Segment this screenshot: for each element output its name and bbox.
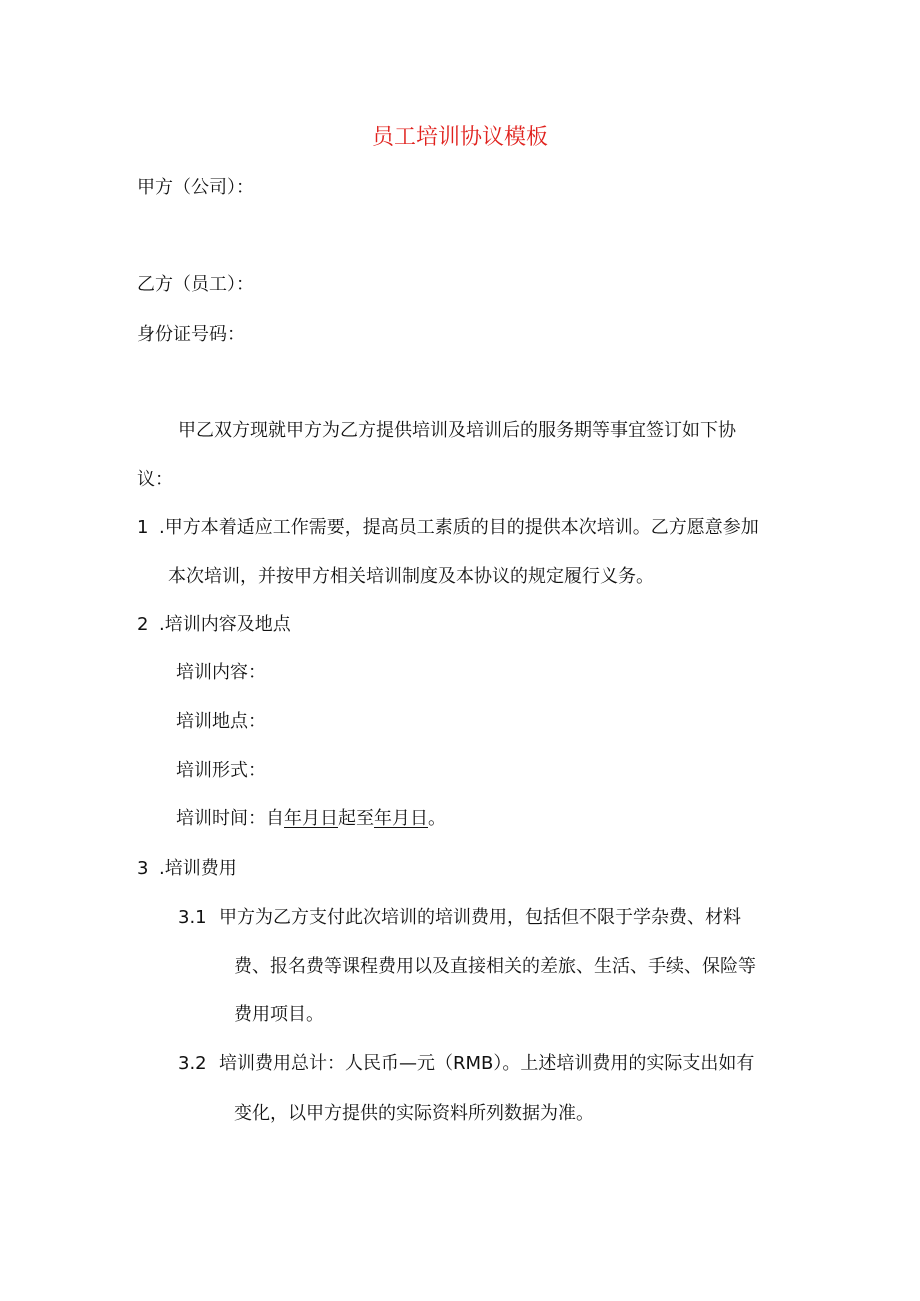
- section-3-2-line: [178, 1051, 754, 1077]
- intro-paragraph-line: 议：: [137, 469, 173, 490]
- training-content-label: 培训内容：: [176, 662, 266, 683]
- training-time-line: [176, 806, 446, 832]
- section-3-2-text: 培训费用总计：人民币—元（RMB）。上述培训费用的实际支出如有: [219, 1053, 755, 1074]
- section-2-number: 2: [137, 614, 149, 635]
- id-number-label: 身份证号码：: [137, 324, 245, 345]
- training-time-end: 年月日: [374, 808, 428, 829]
- section-3-heading: [137, 856, 237, 882]
- intro-paragraph-line: 甲乙双方现就甲方为乙方提供培训及培训后的服务期等事宜签订如下协: [178, 420, 736, 441]
- section-2-heading: [137, 612, 291, 638]
- training-place-label: 培训地点：: [176, 711, 266, 732]
- section-3-1-number: 3.1: [178, 907, 207, 928]
- training-time-mid: 起至: [338, 808, 374, 829]
- document-title: 员工培训协议模板: [371, 125, 548, 150]
- section-3-1-line: 费用项目。: [234, 1004, 324, 1025]
- section-1-text: .甲方本着适应工作需要，提高员工素质的目的提供本次培训。乙方愿意参加: [159, 517, 759, 538]
- section-1-line: 本次培训，并按甲方相关培训制度及本协议的规定履行义务。: [168, 566, 654, 587]
- section-1-number: 1: [137, 517, 149, 538]
- section-3-heading-text: .培训费用: [159, 858, 237, 879]
- section-1-line: [137, 515, 759, 541]
- party-a-label: 甲方（公司）：: [137, 177, 254, 198]
- section-3-2-line: 变化，以甲方提供的实际资料所列数据为准。: [234, 1103, 594, 1124]
- section-3-1-text: 甲方为乙方支付此次培训的培训费用，包括但不限于学杂费、材料: [219, 907, 741, 928]
- section-3-1-line: [178, 905, 741, 931]
- training-form-label: 培训形式：: [176, 760, 266, 781]
- training-time-start: 年月日: [284, 808, 338, 829]
- section-3-number: 3: [137, 858, 149, 879]
- training-time-suffix: 。: [428, 808, 446, 829]
- section-3-1-line: 费、报名费等课程费用以及直接相关的差旅、生活、手续、保险等: [234, 956, 756, 977]
- training-time-prefix: 培训时间：自: [176, 808, 284, 829]
- party-b-label: 乙方（员工）：: [137, 274, 254, 295]
- section-2-heading-text: .培训内容及地点: [159, 614, 291, 635]
- section-3-2-number: 3.2: [178, 1053, 207, 1074]
